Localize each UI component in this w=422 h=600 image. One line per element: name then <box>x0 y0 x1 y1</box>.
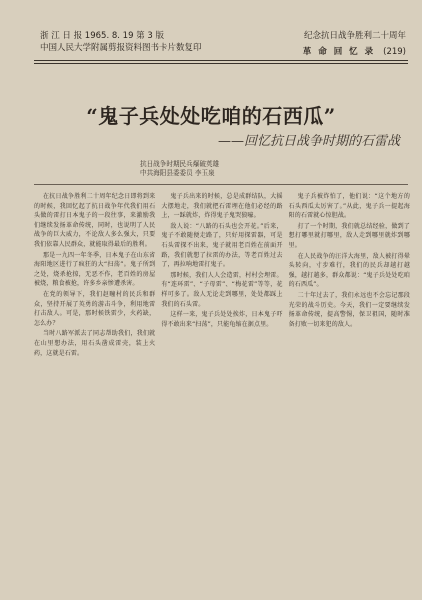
paragraph: 当时八路军派去了同志帮助我们，我们就在山里想办法，用石头凿成雷壳，装上火药，这就是石雷。 <box>34 330 156 357</box>
header-rule <box>34 60 408 61</box>
paragraph: 这样一来，鬼子兵处处挨炸，日本鬼子吓得不敢出来“扫荡”，只能龟缩在据点里。 <box>161 311 283 328</box>
article-title: “鬼子兵处处吃咱的石西瓜” <box>86 104 336 128</box>
paragraph: 打了一个时期，我们就总结经验，做到了想打哪里就打哪里，敌人走到哪里就炸到哪里。 <box>288 222 410 249</box>
author-role: 抗日战争时期民兵爆破英雄 <box>140 160 220 168</box>
anniversary-line: 纪念抗日战争胜利二十周年 <box>303 31 406 41</box>
paragraph: 在党的领导下，我们赵疃村的民兵和群众，坚持开展了英勇的游击斗争，利用地雷打击敌人。可是，那时候铁雷少，火药缺，怎么办？ <box>34 290 156 327</box>
series-line <box>303 45 406 57</box>
series-title: 革 命 回 忆 录 <box>302 47 376 57</box>
paragraph: 二十年过去了，我们永远也不会忘记那段光荣的战斗历史。今天，我们一定要继续发扬革命传统，提高警惕，保卫祖国，随时准备打败一切来犯的敌人。 <box>288 291 410 328</box>
author-credentials <box>140 160 219 178</box>
paragraph: 在人民战争的汪洋大海里，敌人被打得晕头转向，寸步难行，我们的民兵却越打越强，越打越多，群众都说：“鬼子兵处处吃咱的石西瓜”。 <box>288 252 410 289</box>
library-note: 中国人民大学附属剪报资料图书卡片数复印 <box>40 43 202 53</box>
paragraph: 那是一九四一年冬季，日本鬼子在山东省海阳地区进行了疯狂的大“扫荡”。鬼子所到之处，烧杀抢掠，无恶不作，老百姓的房屋被烧，粮食被抢，许多乡亲惨遭杀害。 <box>34 251 156 288</box>
paragraph: 那时候，我们人人会造雷，村村会埋雷。有“连环雷”、“子母雷”、“梅花雷”等等，花样可多了。敌人无论走到哪里，处处都踩上我们的石头雷。 <box>161 271 283 308</box>
author-title: 中共海阳县委委员 李玉泉 <box>140 169 215 177</box>
newspaper-source: 浙 江 日 报 1965. 8. 19 第 3 版 <box>40 31 164 41</box>
series-number: (219) <box>383 47 406 57</box>
section-divider <box>34 184 408 185</box>
column-1 <box>34 192 155 592</box>
column-2 <box>161 192 282 592</box>
header-left <box>40 30 202 54</box>
paragraph: 在抗日战争胜利二十周年纪念日即将到来的时候，我回忆起了抗日战争年代我们用石头做的雷打日本鬼子的一段往事，来激励我们继续发扬革命传统，同时，也说明了人民战争的巨大威力，不论敌人多么强大，只要我们依靠人民群众，就能取得最后的胜利。 <box>34 193 156 248</box>
paragraph: 敌人说：“八路的石头也会开花。”后来，鬼子不敢随便走路了，只好用探雷器，可是石头雷探不出来，鬼子就用老百姓在前面开路，我们就想了拉雷的办法，等老百姓过去了，再拉响地雷打鬼子。 <box>161 222 283 269</box>
header-right <box>304 30 406 42</box>
article-body <box>34 192 410 592</box>
article-subtitle: ——回忆抗日战争时期的石雷战 <box>217 134 400 149</box>
paragraph: 鬼子兵被炸怕了，他们说：“这个地方的石头西瓜太厉害了。”从此，鬼子兵一提起海阳的石雷就心惊胆战。 <box>288 193 410 220</box>
paragraph: 鬼子兵出来的时候，总是成群结队，大摇大摆地走，我们就把石雷埋在他们必经的路上，一踩就炸，炸得鬼子鬼哭狼嚎。 <box>161 193 283 220</box>
column-3 <box>289 192 410 592</box>
header-rule-thin <box>34 63 408 64</box>
